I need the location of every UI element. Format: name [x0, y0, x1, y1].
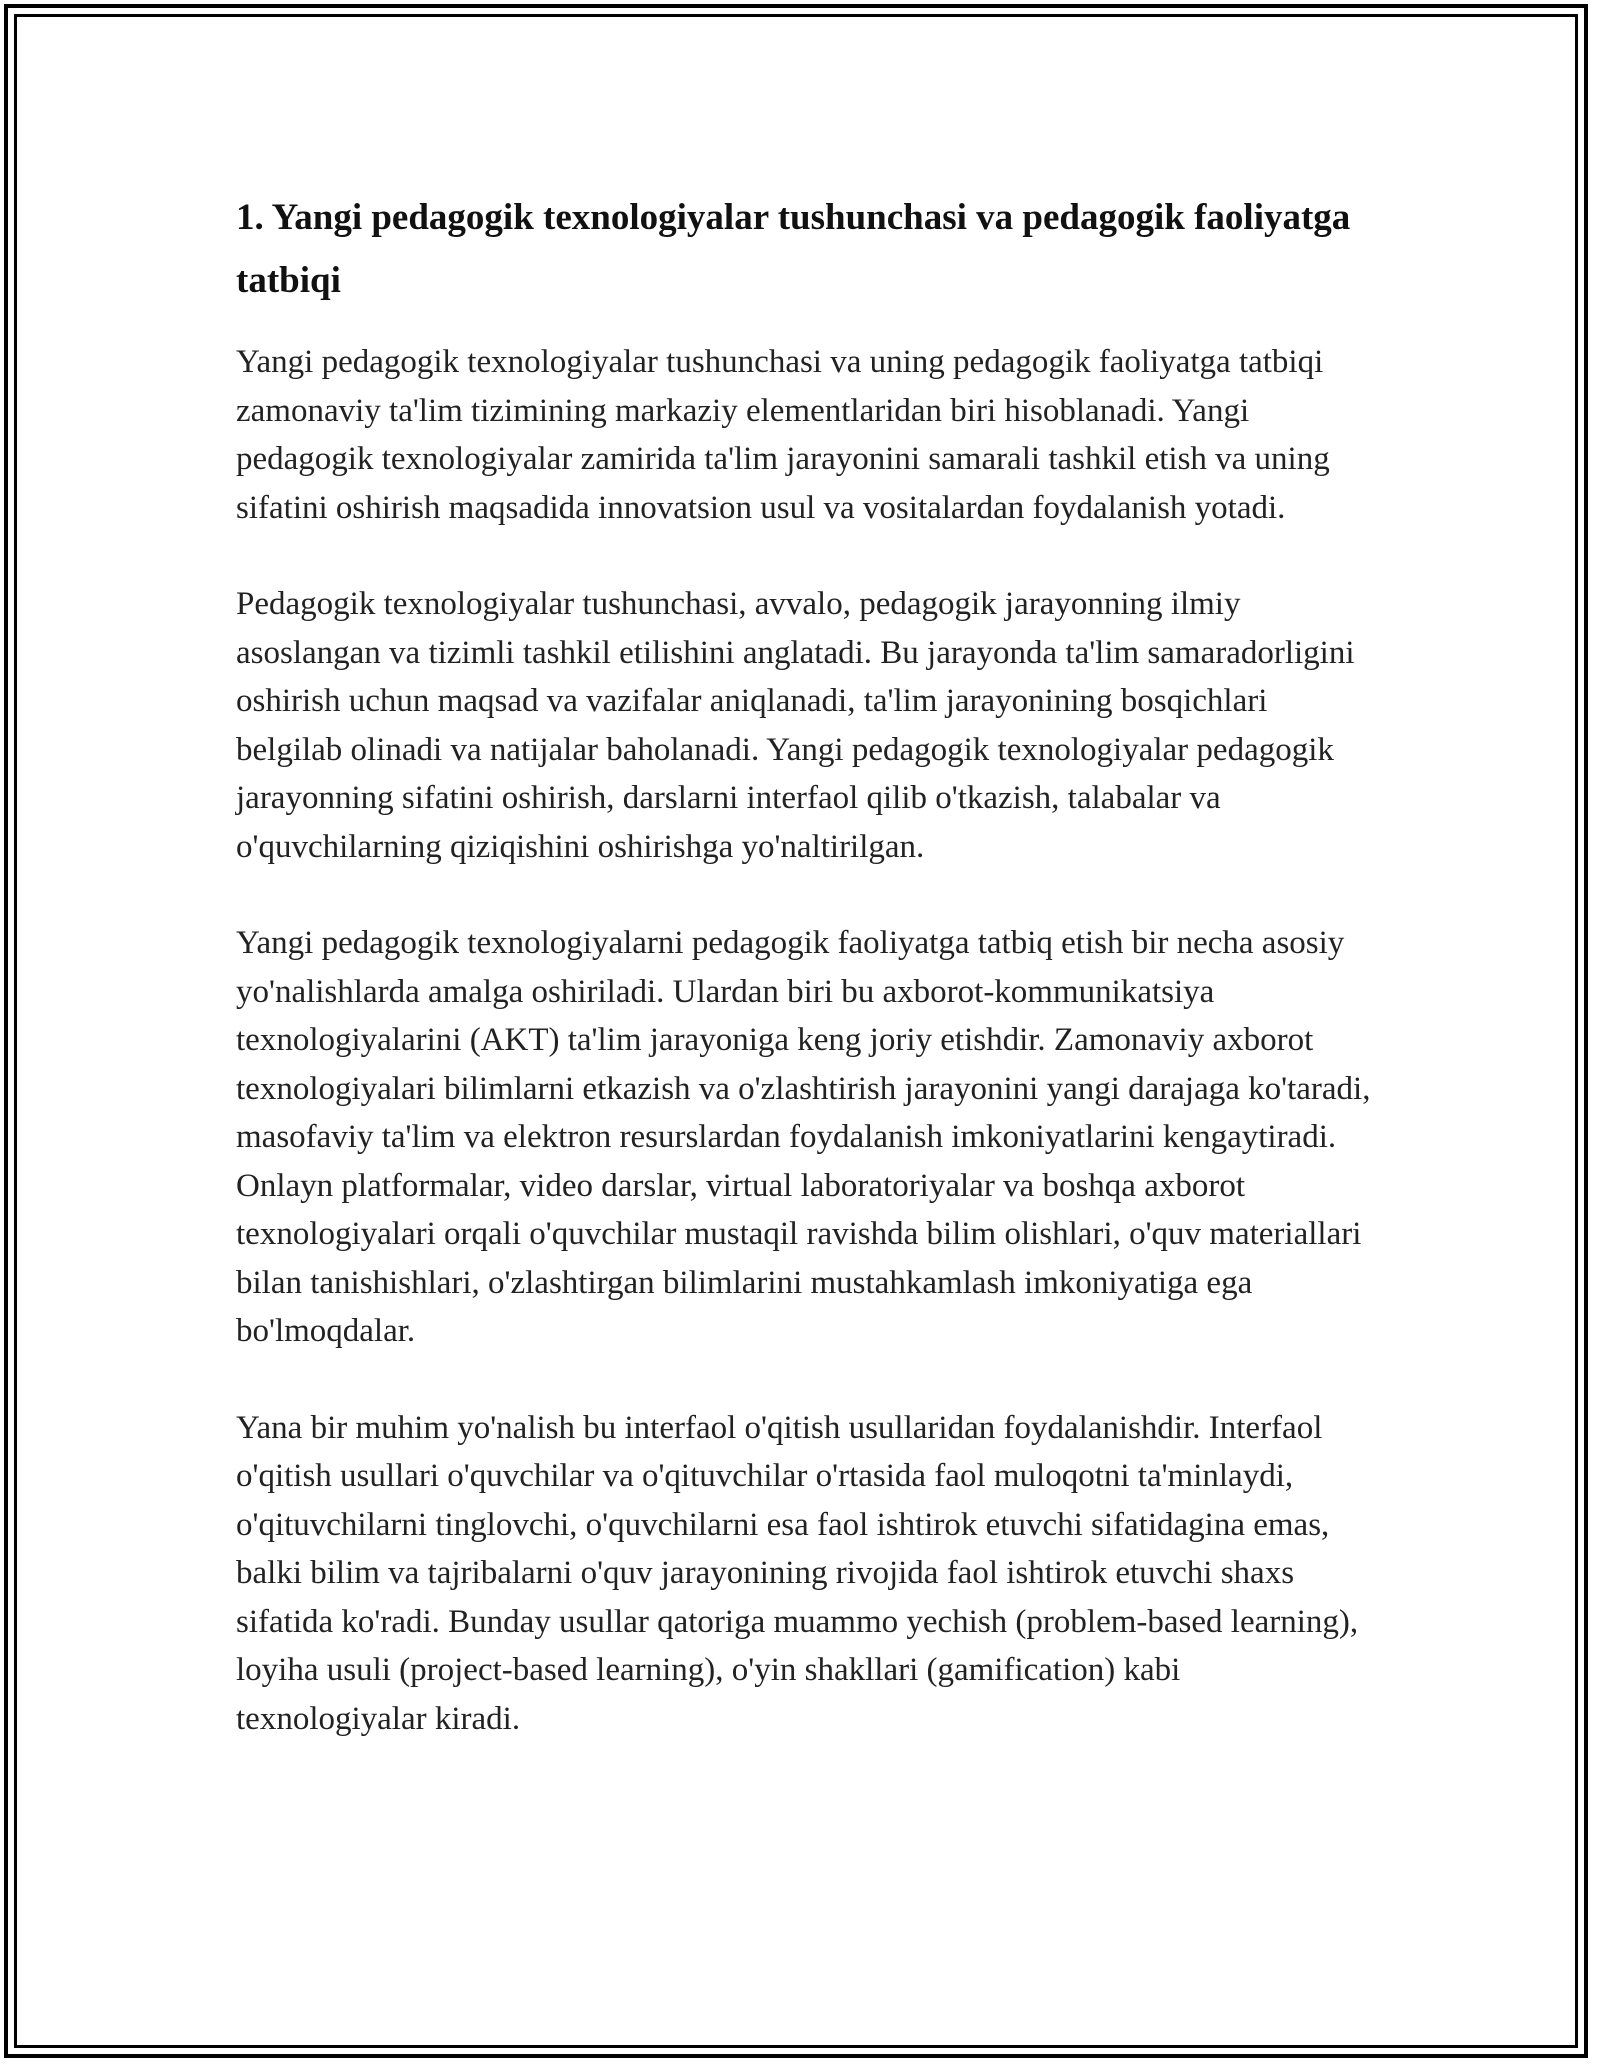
paragraph-2: Pedagogik texnologiyalar tushunchasi, avvalo, pedagogik jarayonning ilmiy asoslangan va tizimli tashkil etilishini anglatadi. Bu jarayonda ta'lim samaradorligini oshirish uchun maqsad va vazifalar aniqlanadi, ta'lim jarayonining bosqichlari belgilab olinadi va natijalar baholanadi. Yangi pedagogik texnologiyalar pedagogik jarayonning sifatini oshirish, darslarni interfaol qilib o'tkazish, talabalar va o'quvchilarning qiziqishini oshirishga yo'naltirilgan. — [236, 586, 1355, 865]
paragraph-1: Yangi pedagogik texnologiyalar tushunchasi va uning pedagogik faoliyatga tatbiqi zamonaviy ta'lim tizimining markaziy elementlaridan biri hisoblanadi. Yangi pedagogik texnologiyalar zamirida ta'lim jarayonini samarali tashkil etish va uning sifatini oshirish maqsadida innovatsion usul va vositalardan foydalanish yotadi. — [236, 344, 1330, 526]
paragraph-4: Yana bir muhim yo'nalish bu interfaol o'qitish usullaridan foydalanishdir. Interfaol o'qitish usullari o'quvchilar va o'qituvchilar o'rtasida faol muloqotni ta'minlaydi, o'qituvchilarni tinglovchi, o'quvchilarni esa faol ishtirok etuvchi sifatidagina emas, balki bilim va tajribalarni o'quv jarayonining rivojida faol ishtirok etuvchi shaxs sifatida ko'radi. Bunday usullar qatoriga muammo yechish (problem-based learning), loyiha usuli (project-based learning), o'yin shakllari (gamification) kabi texnologiyalar kiradi. — [236, 1409, 1359, 1737]
document-body — [236, 186, 1371, 1791]
paragraph-3: Yangi pedagogik texnologiyalarni pedagogik faoliyatga tatbiq etish bir necha asosiy yo'nalishlarda amalga oshiriladi. Ulardan biri bu axborot-kommunikatsiya texnologiyalarini (AKT) ta'lim jarayoniga keng joriy etishdir. Zamonaviy axborot texnologiyalari bilimlarni etkazish va o'zlashtirish jarayonini yangi darajaga ko'taradi, masofaviy ta'lim va elektron resurslardan foydalanish imkoniyatlarini kengaytiradi. Onlayn platformalar, video darslar, virtual laboratoriyalar va boshqa axborot texnologiyalari orqali o'quvchilar mustaqil ravishda bilim olishlari, o'quv materiallari bilan tanishishlari, o'zlashtirgan bilimlarini mustahkamlash imkoniyatiga ega bo'lmoqdalar. — [236, 925, 1371, 1349]
section-heading: 1. Yangi pedagogik texnologiyalar tushunchasi va pedagogik faoliyatga tatbiqi — [236, 197, 1351, 301]
